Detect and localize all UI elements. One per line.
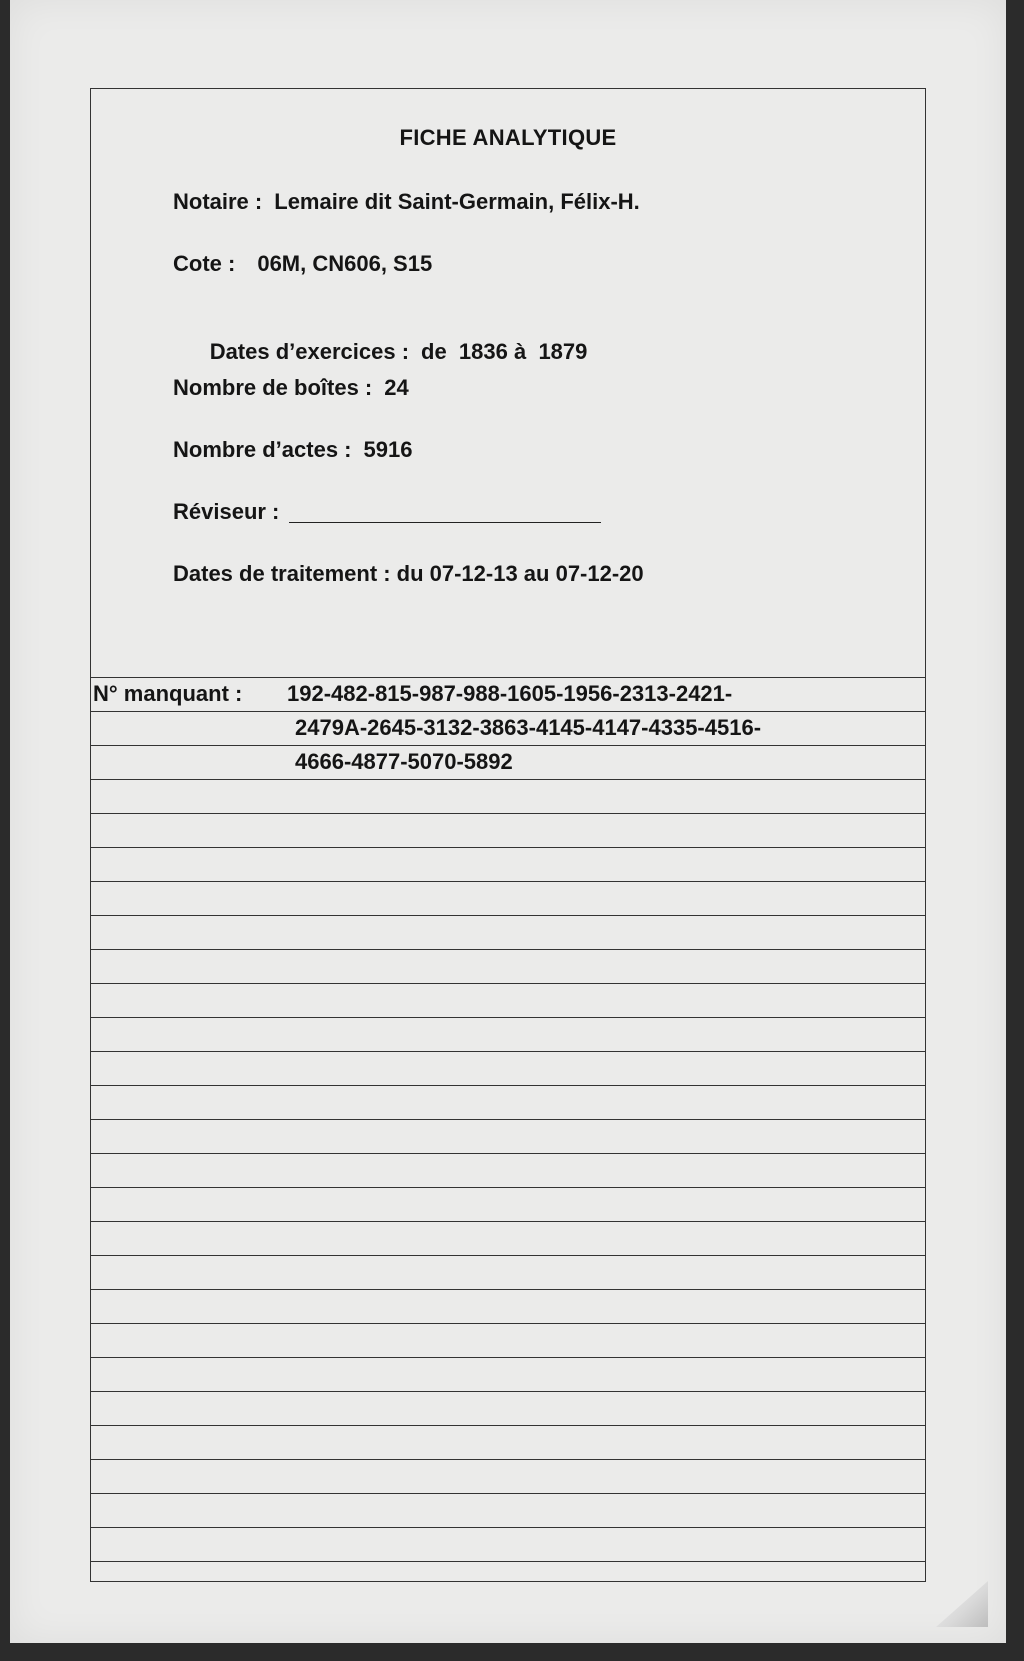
nombre-boites-label: Nombre de boîtes : (173, 375, 373, 400)
nombre-boites-value: 24 (384, 375, 409, 400)
form-title: FICHE ANALYTIQUE (399, 125, 617, 150)
fiche-form (90, 88, 926, 1582)
scanned-page (10, 0, 1006, 1643)
rule-line (91, 813, 925, 814)
dates-exercices-label: Dates d’exercices : (209, 339, 410, 364)
cote-label: Cote : (173, 251, 236, 276)
dates-traitement-label: Dates de traitement : (173, 561, 391, 586)
rule-line (91, 711, 925, 712)
reviseur-blank-line (289, 522, 601, 523)
dates-traitement-field (173, 561, 644, 587)
rule-line (91, 677, 925, 678)
rule-line (91, 847, 925, 848)
dates-traitement-value: du 07-12-13 au 07-12-20 (396, 561, 644, 586)
nombre-actes-value: 5916 (363, 437, 413, 462)
rule-line (91, 1493, 925, 1494)
missing-line-3: 4666-4877-5070-5892 (295, 749, 513, 774)
rule-line (91, 779, 925, 780)
rule-line (91, 1017, 925, 1018)
rule-line (91, 1289, 925, 1290)
rule-line (91, 1425, 925, 1426)
cote-value: 06M, CN606, S15 (257, 251, 433, 276)
rule-line (91, 915, 925, 916)
cote-field (173, 251, 432, 277)
dates-exercices-value: de 1836 à 1879 (421, 339, 588, 364)
ruled-lines (91, 677, 925, 1581)
rule-line (91, 745, 925, 746)
notaire-value: Lemaire dit Saint-Germain, Félix-H. (274, 189, 640, 214)
rule-line (91, 1459, 925, 1460)
notaire-label: Notaire : (173, 189, 263, 214)
reviseur-field (173, 499, 601, 525)
rule-line (91, 949, 925, 950)
rule-line (91, 1119, 925, 1120)
rule-line (91, 881, 925, 882)
rule-line (91, 1527, 925, 1528)
rule-line (91, 1255, 925, 1256)
missing-line-2: 2479A-2645-3132-3863-4145-4147-4335-4516- (295, 715, 762, 740)
rule-line (91, 1561, 925, 1562)
page-corner-curl (936, 1581, 988, 1627)
rule-line (91, 1051, 925, 1052)
nombre-boites-field (173, 375, 409, 401)
rule-line (91, 1187, 925, 1188)
rule-line (91, 1221, 925, 1222)
rule-line (91, 1323, 925, 1324)
reviseur-label: Réviseur : (173, 499, 280, 524)
rule-line (91, 983, 925, 984)
missing-line-1: 192-482-815-987-988-1605-1956-2313-2421- (287, 681, 733, 706)
notaire-field (173, 189, 640, 215)
rule-line (91, 1085, 925, 1086)
rule-line (91, 1357, 925, 1358)
nombre-actes-label: Nombre d’actes : (173, 437, 352, 462)
rule-line (91, 1153, 925, 1154)
nombre-actes-field (173, 437, 412, 463)
rule-line (91, 1391, 925, 1392)
missing-label: N° manquant : (93, 681, 243, 706)
